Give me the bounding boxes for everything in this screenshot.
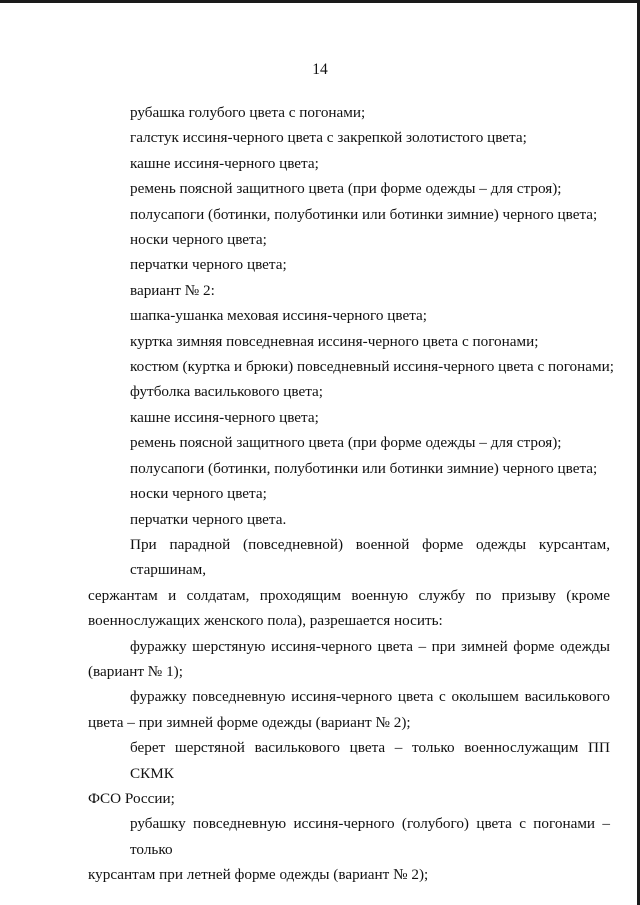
paragraph-line: берет шерстяной василькового цвета – только военнослужащим ПП СКМК xyxy=(130,739,610,782)
paragraph-line: военнослужащих женского пола), разрешается носить: xyxy=(88,612,443,630)
paragraph-line: цвета – при зимней форме одежды (вариант № 2); xyxy=(88,713,411,731)
list-item: рубашка голубого цвета с погонами; xyxy=(130,104,366,121)
list-item: куртка зимняя повседневная иссиня-черного цвета с погонами; xyxy=(130,332,539,350)
list-item: шапка-ушанка меховая иссиня-черного цвета; xyxy=(130,307,427,325)
list-item: костюм (куртка и брюки) повседневный иссиня-черного цвета с погонами; xyxy=(130,358,614,376)
intro-paragraph xyxy=(88,532,610,634)
list-item: носки черного цвета; xyxy=(130,231,267,249)
permitted-item xyxy=(88,634,610,685)
list-item: футболка василькового цвета; xyxy=(130,383,324,401)
paragraph-line: курсантам при летней форме одежды (вариант № 2); xyxy=(88,866,429,884)
permitted-item xyxy=(88,684,610,735)
list-item: полусапоги (ботинки, полуботинки или ботинки зимние) черного цвета; xyxy=(130,459,598,477)
list-item: галстук иссиня-черного цвета с закрепкой золотистого цвета; xyxy=(130,129,527,147)
list-item: носки черного цвета; xyxy=(130,485,267,503)
variant-heading: вариант № 2: xyxy=(130,281,215,299)
paragraph-line: При парадной (повседневной) военной форме одежды курсантам, старшинам, xyxy=(130,535,610,579)
paragraph-line: ФСО России; xyxy=(88,789,175,807)
paragraph-line: сержантам и солдатам, проходящим военную службу по призыву (кроме xyxy=(88,586,610,604)
paragraph-line: рубашку повседневную иссиня-черного (голубого) цвета с погонами – только xyxy=(130,815,610,858)
document-body xyxy=(88,100,614,888)
paragraph-line: (вариант № 1); xyxy=(88,662,183,680)
permitted-item xyxy=(88,811,610,887)
list-item: кашне иссиня-черного цвета; xyxy=(130,154,319,172)
paragraph-line: фуражку повседневную иссиня-черного цвета с околышем василькового xyxy=(130,688,610,706)
scan-border-top xyxy=(0,0,640,3)
permitted-item xyxy=(88,735,610,811)
list-item: перчатки черного цвета. xyxy=(130,510,287,528)
list-item: ремень поясной защитного цвета (при форме одежды – для строя); xyxy=(130,434,562,452)
page-number: 14 xyxy=(312,61,328,78)
list-item: перчатки черного цвета; xyxy=(130,256,287,274)
list-item: кашне иссиня-черного цвета; xyxy=(130,408,319,426)
list-item: ремень поясной защитного цвета (при форме одежды – для строя); xyxy=(130,180,562,198)
list-item: полусапоги (ботинки, полуботинки или ботинки зимние) черного цвета; xyxy=(130,205,598,223)
paragraph-line: фуражку шерстяную иссиня-черного цвета – при зимней форме одежды xyxy=(130,637,610,655)
